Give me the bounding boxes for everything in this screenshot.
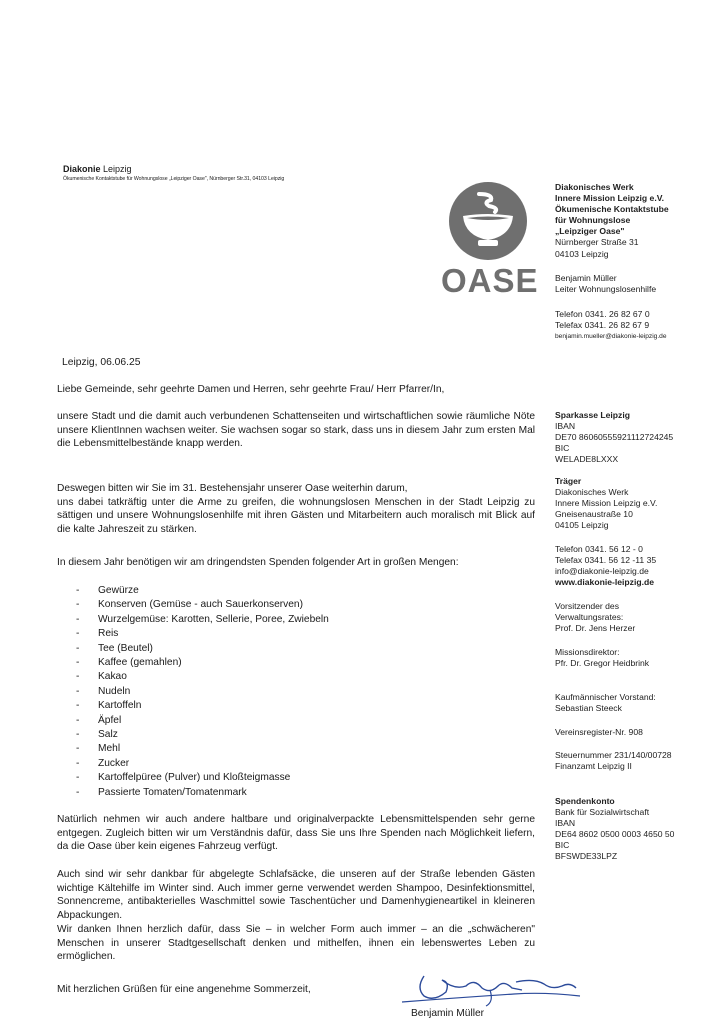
list-item: - Kaffee (gemahlen) (76, 656, 329, 670)
board-tax (555, 750, 720, 772)
paragraph-1: unsere Stadt und die damit auch verbundenen Schattenseiten und wirtschaftlichen sowie räumliche Nöte unsere KlientInnen wachsen weiter. Sie wachsen sogar so stark, dass uns in diesem Jahr zum ersten Mal die Lebensmittelbestände knapp werden. (57, 411, 535, 450)
sender-phone: Telefon 0341. 26 82 67 0 (555, 309, 650, 319)
paragraph-4: Natürlich nehmen wir auch andere haltbare und originalverpackte Lebensmittelspenden sehr gerne entgegen. Zugleich bitten wir um Verständnis dafür, dass Sie uns Ihre Spenden nach Möglichkeit liefern, da die Oase über kein eigenes Fahrzeug verfügt. (57, 814, 535, 853)
sender-email-link[interactable]: benjamin.mueller@diakonie-leipzig.de (555, 333, 667, 341)
donation-list (76, 584, 329, 800)
carrier-phone: Telefon 0341. 56 12 - 0 (555, 544, 643, 554)
closing: Mit herzlichen Grüßen für eine angenehme Sommerzeit, (57, 984, 311, 995)
sender-fax: Telefax 0341. 26 82 67 9 (555, 320, 650, 331)
logo-text: OASE (441, 262, 539, 299)
board-line: Steuernummer 231/140/00728 (555, 750, 672, 760)
carrier-fax: Telefax 0341. 56 12 -11 35 (555, 555, 657, 566)
list-item: - Wurzelgemüse: Karotten, Sellerie, Poree, Zwiebeln (76, 613, 329, 627)
sender-org-line: Diakonisches Werk (555, 182, 634, 192)
letterhead-address: Ökumenische Kontaktstube für Wohnungslose „Leipziger Oase", Nürnberger Str.31, 04103 Leipzig (63, 176, 285, 182)
salutation: Liebe Gemeinde, sehr geehrte Damen und Herren, sehr geehrte Frau/ Herr Pfarrer/In, (57, 384, 445, 395)
paragraph-2-first-line: Deswegen bitten wir Sie im 31. Bestehensjahr unserer Oase weiterhin darum, (57, 483, 408, 494)
letterhead-org-city: Leipzig (103, 164, 132, 174)
board-register: Vereinsregister-Nr. 908 (555, 727, 643, 737)
list-item: - Zucker (76, 757, 329, 771)
paragraph-3: In diesem Jahr benötigen wir am dringendsten Spenden folgender Art in großen Mengen: (57, 557, 459, 568)
sender-person-line: Leiter Wohnungslosenhilfe (555, 284, 657, 295)
sender-org-line: „Leipziger Oase" (555, 226, 625, 237)
sender-org-line: Innere Mission Leipzig e.V. (555, 193, 665, 204)
sender-org-line: für Wohnungslose (555, 215, 631, 226)
sender-block (555, 182, 720, 260)
paragraph-6: Wir danken Ihnen herzlich dafür, dass Sie – in welcher Form auch immer – an die „schwächeren" Menschen in unserer Stadtgesellschaft denken und mithelfen, ihnen ein lebenswertes Leben zu ermöglichen. (57, 924, 535, 963)
bank-line: BIC (555, 443, 570, 454)
bank-line: WELADE8LXXX (555, 454, 619, 465)
list-item: - Nudeln (76, 685, 329, 699)
board-chair (555, 601, 720, 634)
bank-line: IBAN (555, 421, 576, 432)
donation-title: Spendenkonto (555, 796, 615, 806)
bank-line: DE70 86060555921112724245 (555, 432, 674, 443)
carrier-title: Träger (555, 476, 582, 486)
donation-line: BIC (555, 840, 570, 851)
list-item: - Salz (76, 728, 329, 742)
list-item: - Kartoffeln (76, 699, 329, 713)
sender-contact (555, 309, 720, 342)
donation-line: BFSWDE33LPZ (555, 851, 618, 862)
list-item: - Kartoffelpüree (Pulver) und Kloßteigmasse (76, 771, 329, 785)
donation-line: Bank für Sozialwirtschaft (555, 807, 650, 818)
paragraph-2 (57, 482, 535, 536)
bank-title: Sparkasse Leipzig (555, 410, 630, 420)
board-line: Prof. Dr. Jens Herzer (555, 623, 636, 634)
letterhead-org (63, 164, 132, 174)
board-line: Pfr. Dr. Gregor Heidbrink (555, 658, 650, 669)
sender-org-line: Ökumenische Kontaktstube (555, 204, 669, 215)
paragraph-2-rest: uns dabei tatkräftig unter die Arme zu greifen, die wohnungslosen Menschen in der Stadt Leipzig zu sättigen und unsere Wohnungslosenhilfe mit ihren Gästen und Mitarbeitern auch moralisch mit Blick auf die kalte Jahreszeit zu stärken. (57, 496, 535, 535)
donation-account-block (555, 796, 720, 863)
carrier-web-link[interactable]: www.diakonie-leipzig.de (555, 577, 654, 588)
carrier-email-link[interactable]: info@diakonie-leipzig.de (555, 566, 649, 577)
board-line: Vorsitzender des (555, 601, 620, 611)
carrier-line: Gneisenaustraße 10 (555, 509, 633, 520)
bank-block (555, 410, 720, 465)
sender-person-line: Benjamin Müller (555, 273, 617, 283)
list-item: - Äpfel (76, 714, 329, 728)
carrier-contact (555, 544, 720, 588)
board-line: Verwaltungsrates: (555, 612, 624, 623)
list-item: - Mehl (76, 742, 329, 756)
carrier-line: Diakonisches Werk (555, 487, 629, 498)
sender-person (555, 273, 720, 295)
board-line: Missionsdirektor: (555, 647, 620, 657)
list-item: - Konserven (Gemüse - auch Sauerkonserven) (76, 598, 329, 612)
donation-line: IBAN (555, 818, 576, 829)
list-item: - Passierte Tomaten/Tomatenmark (76, 786, 329, 800)
list-item: - Kakao (76, 670, 329, 684)
sender-address-line: 04103 Leipzig (555, 248, 609, 259)
board-director (555, 647, 720, 669)
list-item: - Tee (Beutel) (76, 642, 329, 656)
list-item: - Gewürze (76, 584, 329, 598)
signature (394, 968, 584, 1010)
carrier-block (555, 476, 720, 531)
signer-name: Benjamin Müller (411, 1008, 485, 1019)
board-line: Sebastian Steeck (555, 703, 622, 714)
paragraph-5: Auch sind wir sehr dankbar für abgelegte Schlafsäcke, die unseren auf der Straße lebenden Gästen wichtige Kältehilfe im Winter sind. Auch immer gerne verwendet werden Shampoo, Desinfektionsmittel, Sonnencreme, antibakterielles Waschmittel sowie Taschentücher und Damenhygieneartikel in kleineren Abpackungen. (57, 869, 535, 921)
sender-address-line: Nürnberger Straße 31 (555, 237, 639, 248)
letterhead-org-bold: Diakonie (63, 164, 101, 174)
board-finance (555, 692, 720, 714)
donation-line: DE64 8602 0500 0003 4650 50 (555, 829, 675, 840)
board-line: Finanzamt Leipzig II (555, 761, 632, 772)
carrier-line: Innere Mission Leipzig e.V. (555, 498, 658, 509)
board-line: Kaufmännischer Vorstand: (555, 692, 656, 702)
list-item: - Reis (76, 627, 329, 641)
letter-date: Leipzig, 06.06.25 (62, 357, 141, 368)
carrier-line: 04105 Leipzig (555, 520, 609, 531)
